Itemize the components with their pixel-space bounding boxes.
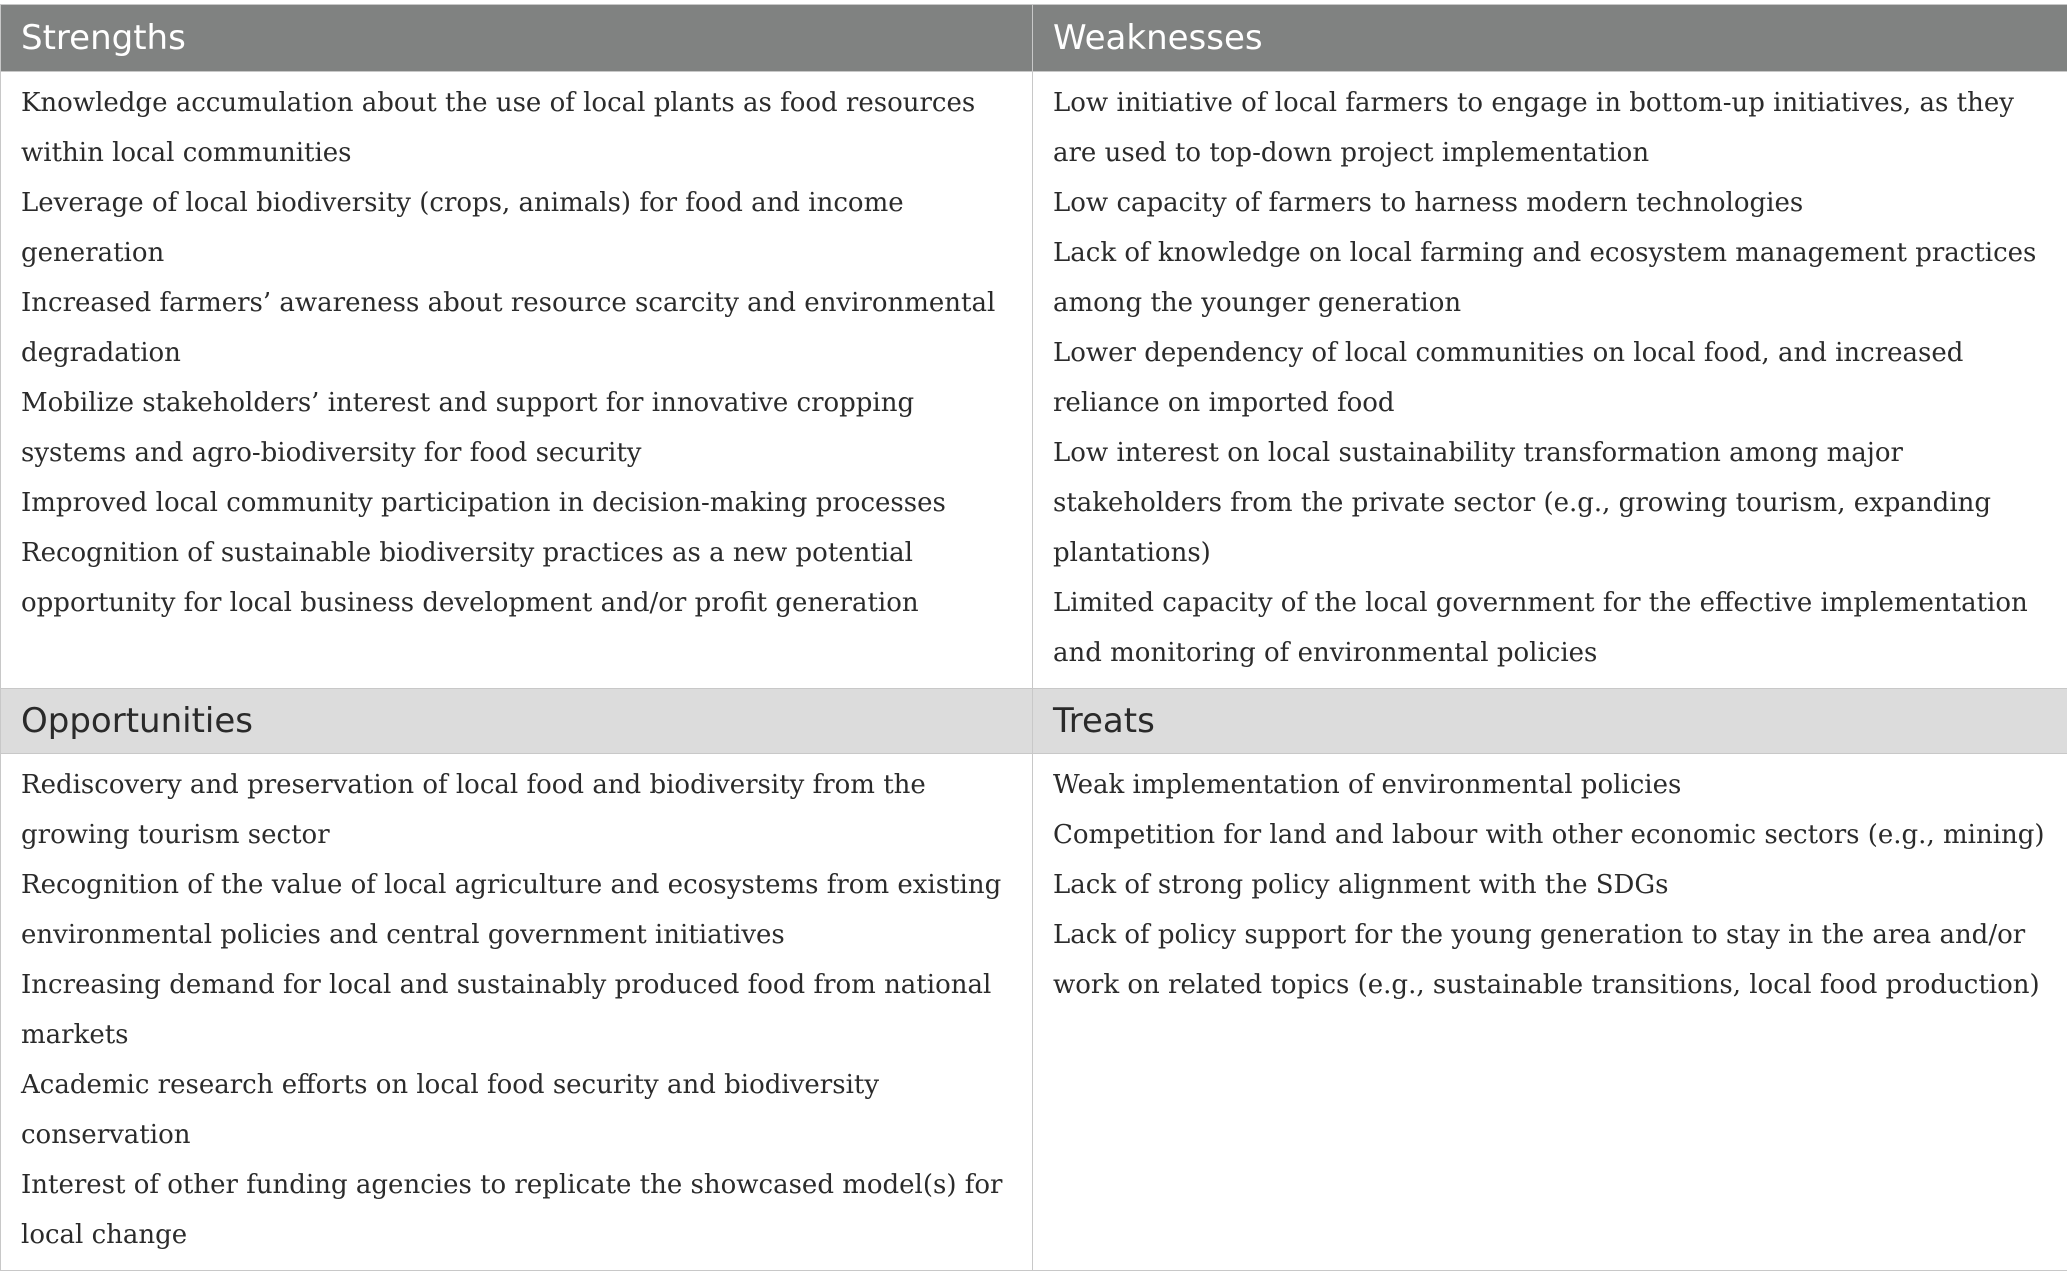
header-row-top [1,5,2067,72]
opportunities-item: Increasing demand for local and sustainably produced food from national markets [21,960,1012,1060]
opportunities-item: Rediscovery and preservation of local food and biodiversity from the growing tourism sector [21,760,1012,860]
weaknesses-item: Low initiative of local farmers to engage in bottom-up initiatives, as they are used to top-down project implementation [1053,78,2047,178]
weaknesses-cell [1033,72,2067,689]
opportunities-item: Interest of other funding agencies to replicate the showcased model(s) for local change [21,1160,1012,1260]
content-row-bottom [1,754,2067,1271]
threats-item: Weak implementation of environmental policies [1053,760,2047,810]
opportunities-item: Academic research efforts on local food security and biodiversity conservation [21,1060,1012,1160]
weaknesses-item: Lower dependency of local communities on local food, and increased reliance on imported food [1053,328,2047,428]
opportunities-heading: Opportunities [1,689,1033,754]
threats-cell [1033,754,2067,1271]
strengths-cell [1,72,1033,689]
threats-item: Lack of strong policy alignment with the SDGs [1053,860,2047,910]
weaknesses-item: Low capacity of farmers to harness modern technologies [1053,178,2047,228]
threats-heading: Treats [1033,689,2067,754]
opportunities-cell [1,754,1033,1271]
strengths-item: Knowledge accumulation about the use of local plants as food resources within local communities [21,78,1012,178]
strengths-item: Increased farmers’ awareness about resource scarcity and environmental degradation [21,278,1012,378]
swot-table [0,4,2067,1271]
content-row-top [1,72,2067,689]
threats-item: Competition for land and labour with other economic sectors (e.g., mining) [1053,810,2047,860]
strengths-heading: Strengths [1,5,1033,72]
strengths-item: Improved local community participation in decision-making processes [21,478,1012,528]
weaknesses-heading: Weaknesses [1033,5,2067,72]
threats-item: Lack of policy support for the young generation to stay in the area and/or work on related topics (e.g., sustainable transitions, local food production) [1053,910,2047,1010]
strengths-item: Leverage of local biodiversity (crops, animals) for food and income generation [21,178,1012,278]
strengths-item: Mobilize stakeholders’ interest and support for innovative cropping systems and agro-biodiversity for food security [21,378,1012,478]
header-row-bottom [1,689,2067,754]
weaknesses-item: Limited capacity of the local government for the effective implementation and monitoring of environmental policies [1053,578,2047,678]
weaknesses-item: Low interest on local sustainability transformation among major stakeholders from the private sector (e.g., growing tourism, expanding plantations) [1053,428,2047,578]
opportunities-item: Recognition of the value of local agriculture and ecosystems from existing environmental policies and central government initiatives [21,860,1012,960]
weaknesses-item: Lack of knowledge on local farming and ecosystem management practices among the younger generation [1053,228,2047,328]
strengths-item: Recognition of sustainable biodiversity practices as a new potential opportunity for local business development and/or profit generation [21,528,1012,628]
